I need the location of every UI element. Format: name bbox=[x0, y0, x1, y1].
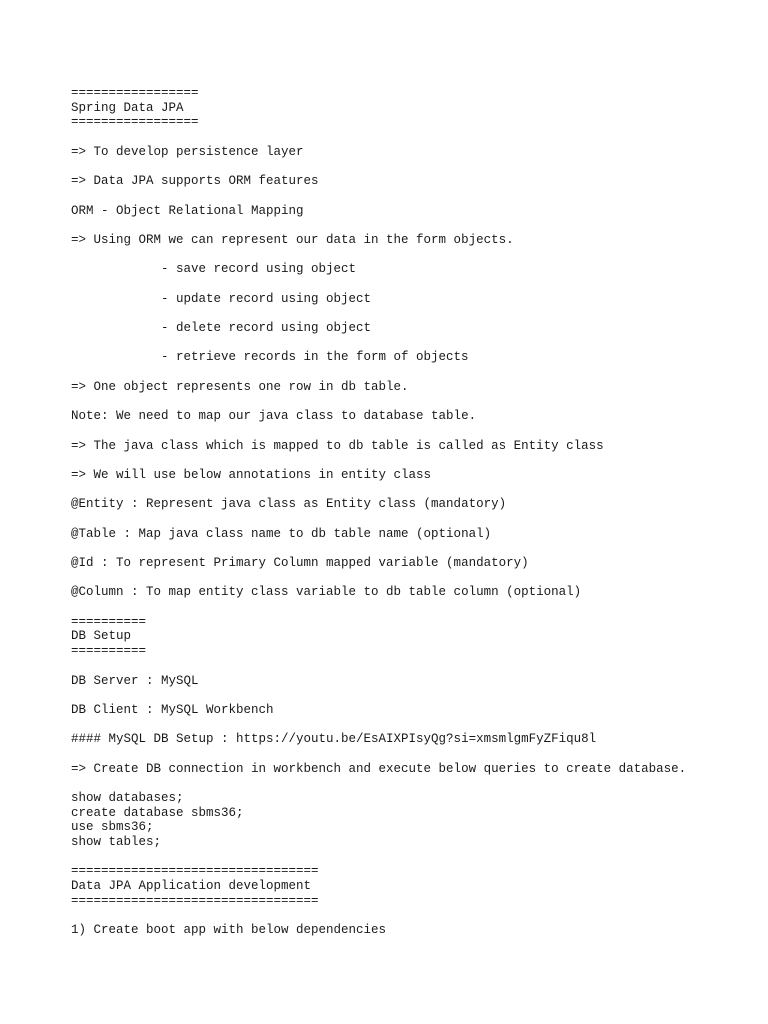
section-title-db-setup: DB Setup bbox=[71, 629, 132, 644]
document-page bbox=[71, 86, 686, 938]
query-line: use sbms36; bbox=[71, 820, 154, 835]
text-line: DB Server : MySQL bbox=[71, 673, 199, 688]
section-rule: ========== bbox=[71, 614, 147, 629]
text-line: ORM - Object Relational Mapping bbox=[71, 203, 304, 218]
bullet-item: - delete record using object bbox=[161, 321, 372, 335]
bullet-item: - save record using object bbox=[161, 262, 357, 277]
text-line: => One object represents one row in db table. bbox=[71, 379, 409, 394]
annotation-line: @Entity : Represent java class as Entity class (mandatory) bbox=[71, 497, 507, 512]
section-rule: ================================= bbox=[71, 864, 319, 879]
setup-link-line: #### MySQL DB Setup : https://youtu.be/EsAIXPIsyQg?si=xmsmlgmFyZFiqu8l bbox=[71, 732, 597, 747]
bullet-item: - retrieve records in the form of objects bbox=[161, 350, 469, 365]
query-line: show tables; bbox=[71, 835, 162, 850]
section-rule: ================= bbox=[71, 115, 199, 130]
section-title-data-jpa-app-dev: Data JPA Application development bbox=[71, 879, 312, 894]
text-line: => The java class which is mapped to db table is called as Entity class bbox=[71, 438, 604, 453]
step-line: 1) Create boot app with below dependencies bbox=[71, 923, 387, 938]
text-line: => Using ORM we can represent our data in the form objects. bbox=[71, 232, 514, 247]
section-rule: ========== bbox=[71, 644, 147, 659]
section-rule: ================================= bbox=[71, 893, 319, 908]
section-title-spring-data-jpa: Spring Data JPA bbox=[71, 100, 184, 115]
text-line: => We will use below annotations in entity class bbox=[71, 467, 432, 482]
text-line: => Create DB connection in workbench and execute below queries to create database. bbox=[71, 761, 687, 776]
annotation-line: @Table : Map java class name to db table name (optional) bbox=[71, 526, 492, 541]
text-line: DB Client : MySQL Workbench bbox=[71, 702, 274, 717]
query-line: show databases; bbox=[71, 791, 184, 805]
text-line: => Data JPA supports ORM features bbox=[71, 174, 319, 189]
query-line: create database sbms36; bbox=[71, 805, 244, 820]
section-rule: ================= bbox=[71, 86, 199, 100]
note-line: Note: We need to map our java class to database table. bbox=[71, 409, 477, 424]
annotation-line: @Column : To map entity class variable to db table column (optional) bbox=[71, 585, 582, 600]
text-line: => To develop persistence layer bbox=[71, 144, 304, 159]
annotation-line: @Id : To represent Primary Column mapped variable (mandatory) bbox=[71, 556, 529, 570]
bullet-item: - update record using object bbox=[161, 291, 372, 306]
